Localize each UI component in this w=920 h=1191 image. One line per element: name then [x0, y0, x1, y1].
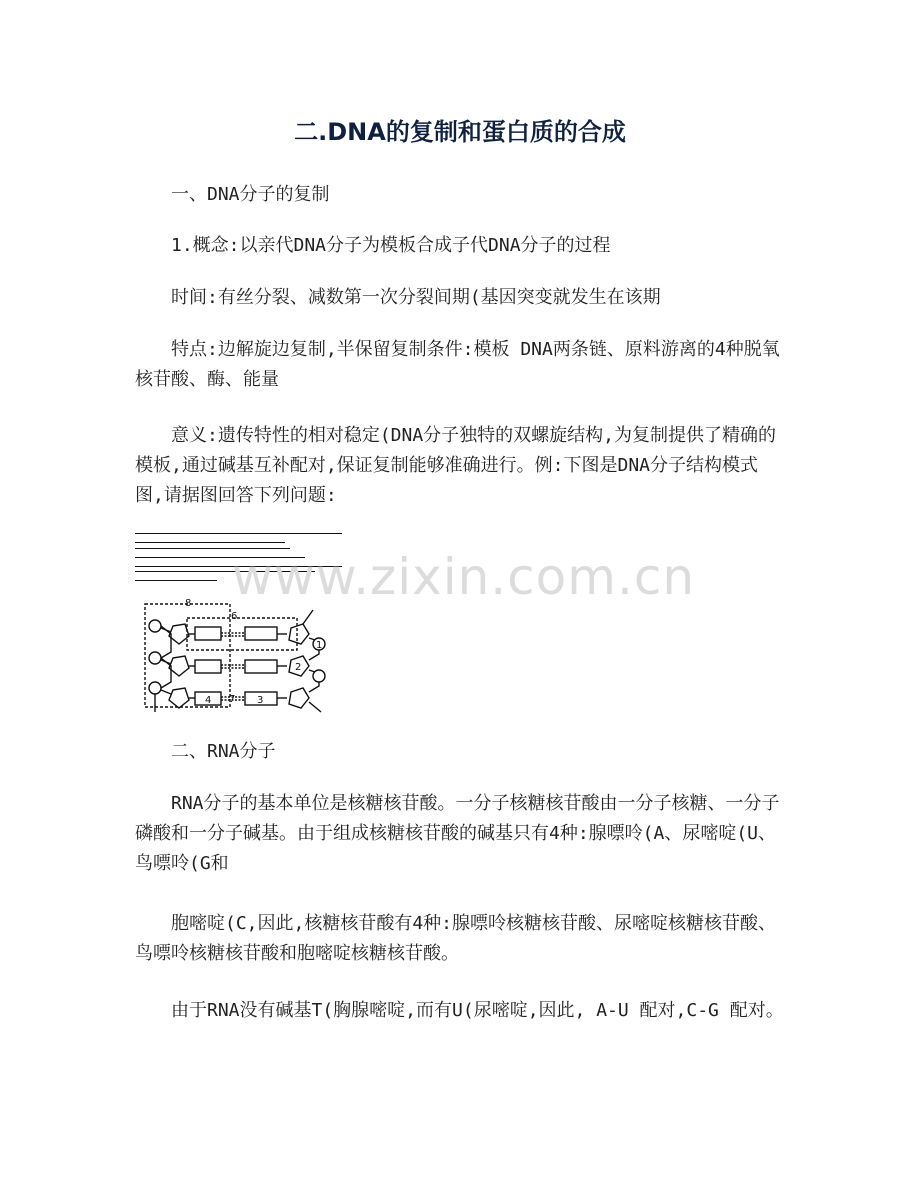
label-8: 8 [185, 598, 192, 609]
deoxyribose-pentagon [169, 624, 189, 644]
deoxyribose-pentagon [169, 656, 189, 676]
deoxyribose-pentagon [169, 688, 189, 708]
section2-heading: 二、RNA分子 [171, 741, 276, 762]
time-paragraph: 时间:有丝分裂、减数第一次分裂间期(基因突变就发生在该期 [171, 287, 661, 308]
base-rect [195, 627, 221, 640]
label-4: 4 [205, 695, 212, 706]
base-rect [245, 660, 277, 673]
blank-line [135, 580, 217, 581]
label-6: 6 [231, 611, 238, 622]
blank-line [135, 533, 342, 534]
page-title: 二.DNA的复制和蛋白质的合成 [294, 118, 626, 146]
features-paragraph: 特点:边解旋边复制,半保留复制条件:模板 DNA两条链、原料游离的4种脱氧核苷酸、酶、能量 [135, 339, 780, 390]
watermark: www.zixin.com.cn [232, 548, 696, 606]
label-1: 1 [316, 640, 323, 651]
label-7: 7 [229, 694, 236, 705]
rna-paragraph-2: 胞嘧啶(C,因此,核糖核苷酸有4种:腺嘌呤核糖核苷酸、尿嘧啶核糖核苷酸、鸟嘌呤核糖核苷酸和胞嘧啶核糖核苷酸。 [135, 913, 777, 964]
label-2: 2 [295, 662, 302, 673]
phosphate-circle [149, 620, 161, 632]
label-3: 3 [257, 695, 264, 706]
dna-structure-diagram [135, 594, 340, 714]
section1-heading: 一、DNA分子的复制 [171, 184, 330, 205]
base-rect [245, 627, 277, 640]
blank-line [135, 542, 285, 543]
phosphate-circle [149, 652, 161, 664]
base-rect [195, 660, 221, 673]
phosphate-circle [149, 682, 161, 694]
rna-paragraph-1: RNA分子的基本单位是核糖核苷酸。一分子核糖核苷酸由一分子核糖、一分子磷酸和一分子碱基。由于组成核糖核苷酸的碱基只有4种:腺嘌呤(A、尿嘧啶(U、鸟嘌呤(G和 [135, 793, 780, 874]
meaning-paragraph: 意义:遗传特性的相对稳定(DNA分子独特的双螺旋结构,为复制提供了精确的模板,通过碱基互补配对,保证复制能够准确进行。例:下图是DNA分子结构模式图,请据图回答下列问题: [135, 425, 777, 506]
concept-paragraph: 1.概念:以亲代DNA分子为模板合成子代DNA分子的过程 [171, 235, 611, 256]
deoxyribose-pentagon [289, 624, 309, 644]
rna-paragraph-3: 由于RNA没有碱基T(胸腺嘧啶,而有U(尿嘧啶,因此, A-U 配对,C-G 配对。 [171, 1000, 784, 1021]
deoxyribose-pentagon [289, 688, 309, 708]
